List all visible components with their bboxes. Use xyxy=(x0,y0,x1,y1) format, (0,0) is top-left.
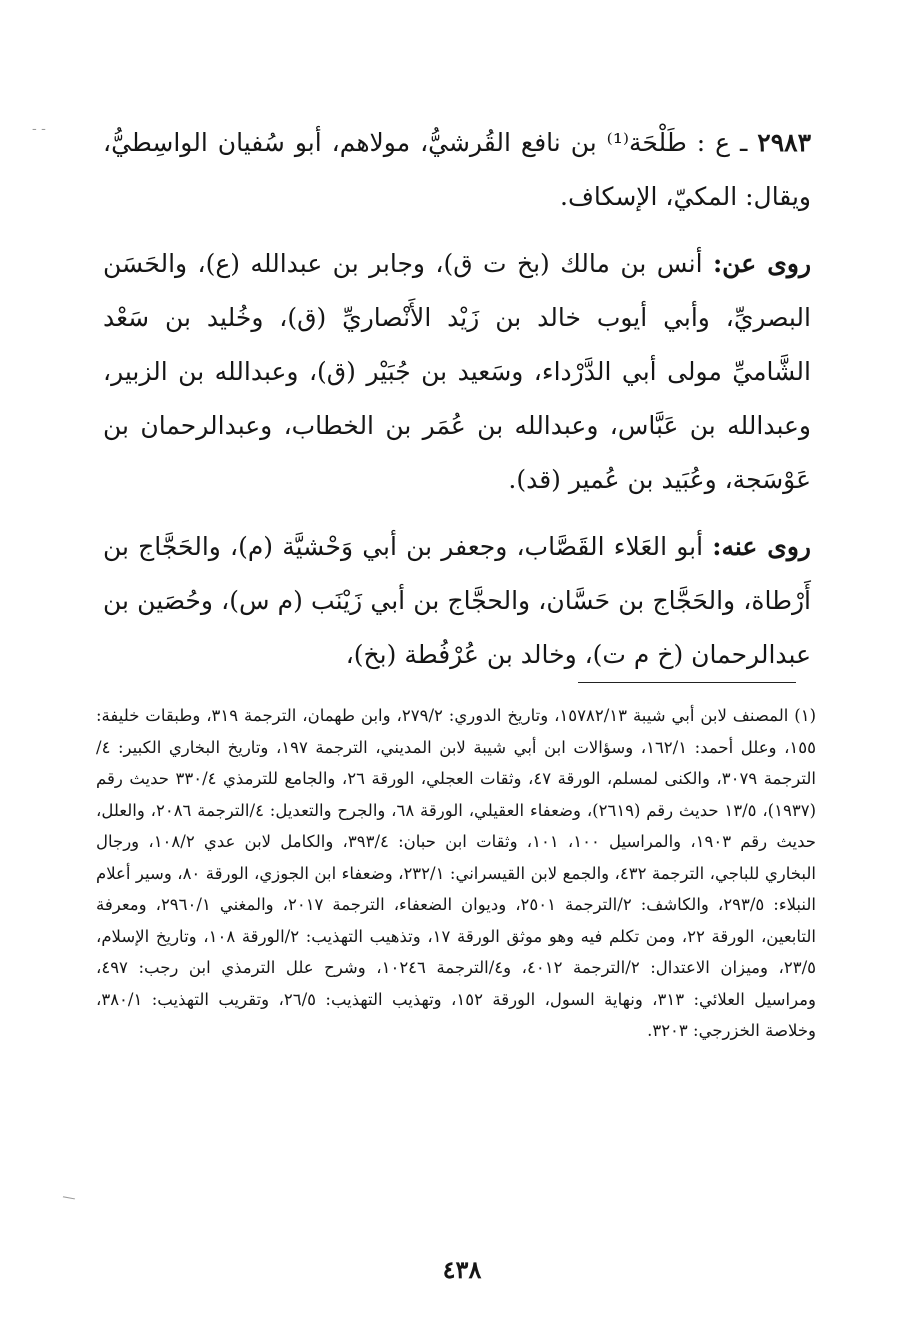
footnote-separator xyxy=(578,682,796,683)
footnote-text: (١) المصنف لابن أبي شيبة ١٥٧٨٢/١٣، وتاريخ الدوري: ٢٧٩/٢، وابن طهمان، الترجمة ٣١٩، وطبقات خليفة: ١٥٥، وعلل أحمد: ١٦٢/١، وسؤالات ابن أبي شيبة لابن المديني، الترجمة ١٩٧، وتاريخ البخاري الكبير: ٤/الترجمة ٣٠٧٩، والكنى لمسلم، الورقة ٤٧، وثقات العجلي، الورقة ٢٦، والجامع للترمذي ٣٣٠/٤ حديث رقم (١٩٣٧)، ١٣/٥ حديث رقم (٢٦١٩)، وضعفاء العقيلي، الورقة ٦٨، والجرح والتعديل: ٤/الترجمة ٢٠٨٦، والعلل، حديث رقم ١٩٠٣، والمراسيل ١٠٠، ١٠١، وثقات ابن حبان: ٣٩٣/٤، والكامل لابن عدي ١٠٨/٢، ورجال البخاري للباجي، الترجمة ٤٣٢، والجمع لابن القيسراني: ٢٣٢/١، وضعفاء ابن الجوزي، الورقة ٨٠، وسير أعلام النبلاء: ٢٩٣/٥، والكاشف: ٢/الترجمة ٢٥٠١، وديوان الضعفاء، الترجمة ٢٠١٧، والمغني ٢٩٦٠/١، ومعرفة التابعين، الورقة ٢٢، ومن تكلم فيه وهو موثق الورقة ١٧، وتذهيب التهذيب: ٢/الورقة ١٠٨، وتاريخ الإسلام، ٢٣/٥، وميزان الاعتدال: ٢/الترجمة ٤٠١٢، و٤/الترجمة ١٠٢٤٦، وشرح علل الترمذي ابن رجب: ٤٩٧، ومراسيل العلائي: ٣١٣، ونهاية السول، الورقة ١٥٢، وتهذيب التهذيب: ٢٦/٥، وتقريب التهذيب: ٣٨٠/١، وخلاصة الخزرجي: ٣٢٠٣. xyxy=(96,706,817,1040)
narrated-by-paragraph xyxy=(103,520,811,682)
narrated-from-text: أنس بن مالك (بخ ت ق)، وجابر بن عبدالله (ع)، والحَسَن البصريِّ، وأبي أيوب خالد بن زَيْد الأَنْصاريِّ (ق)، وخُليد بن سَعْد الشَّاميِّ مولى أبي الدَّرْداء، وسَعيد بن جُبَيْر (ق)، وعبدالله بن الزبير، وعبدالله بن عَبَّاس، وعبدالله بن عُمَر بن الخطاب، وعبدالرحمان بن عَوْسَجة، وعُبَيد بن عُمير (قد). xyxy=(103,249,811,494)
entry-heading-paragraph xyxy=(103,116,811,224)
narrated-by-label: روى عنه: xyxy=(712,532,811,561)
main-text xyxy=(103,116,811,682)
narrated-by-text: أبو العَلاء القَصَّاب، وجعفر بن أبي وَحْشيَّة (م)، والحَجَّاج بن أَرْطاة، والحَجَّاج بن حَسَّان، والحجَّاج بن أبي زَيْنَب (م س)، وحُصَين بن عبدالرحمان (خ م ت)، وخالد بن عُرْفُطة (بخ)، xyxy=(103,532,811,669)
narrated-from-label: روى عن: xyxy=(712,249,812,278)
footnote xyxy=(96,700,816,1047)
margin-mark: - - xyxy=(32,121,46,137)
margin-mark: \ xyxy=(61,1192,78,1204)
page-number: ٤٣٨ xyxy=(442,1255,482,1284)
entry-heading: ـ ع : طَلْحَة⁽¹⁾ بن نافع القُرشيُّ، مولاهم، أبو سُفيان الواسِطيُّ، ويقال: المكيّ، الإسكاف. xyxy=(103,128,811,211)
narrated-from-paragraph xyxy=(103,237,811,507)
entry-number: ٢٩٨٣ xyxy=(757,128,812,157)
